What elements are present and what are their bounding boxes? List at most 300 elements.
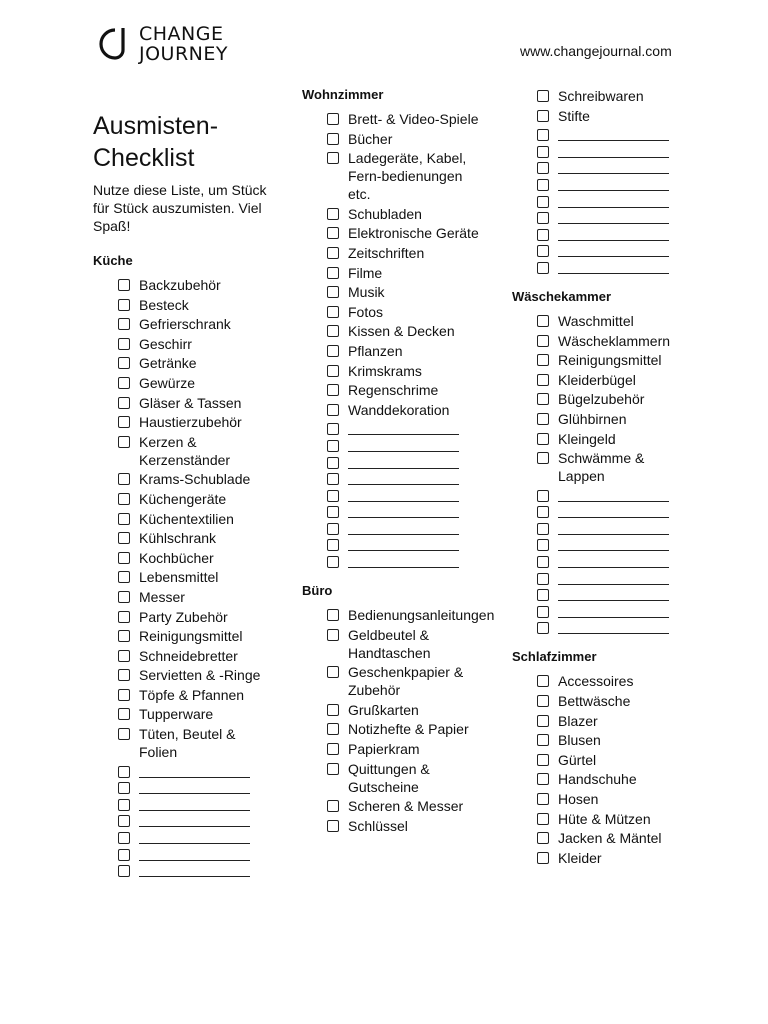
blank-checklist-item[interactable] [537,242,692,257]
checkbox[interactable] [537,162,549,174]
checklist-item[interactable] [327,205,482,223]
checkbox[interactable] [537,433,549,445]
checkbox[interactable] [118,815,130,827]
checkbox[interactable] [537,539,549,551]
write-in-line[interactable] [558,126,669,141]
blank-checklist-item[interactable] [537,209,692,224]
write-in-line[interactable] [558,176,669,191]
checklist-item[interactable] [327,701,482,719]
blank-checklist-item[interactable] [537,226,692,241]
checklist-item[interactable] [327,149,482,203]
checklist-item-label: Papierkram [348,741,420,758]
blank-checklist-item[interactable] [327,503,482,518]
checkbox[interactable] [327,743,339,755]
checkbox[interactable] [537,245,549,257]
checklist-item-label: Accessoires [558,673,634,690]
checklist-item[interactable] [327,130,482,148]
checklist-item[interactable] [118,354,273,372]
checkbox[interactable] [327,490,339,502]
checklist-item[interactable] [118,490,273,508]
checklist-buero [302,606,495,835]
checklist-item[interactable] [537,87,692,105]
checklist-item[interactable] [327,322,482,340]
write-in-line[interactable] [558,536,669,551]
checkbox[interactable] [537,179,549,191]
checklist-item-label: Fotos [348,303,384,320]
checklist-item[interactable] [537,810,692,828]
write-in-line[interactable] [348,487,459,502]
write-in-line[interactable] [558,259,669,274]
checkbox[interactable] [327,345,339,357]
checkbox[interactable] [118,669,130,681]
write-in-line[interactable] [139,796,250,811]
checkbox[interactable] [537,490,549,502]
write-in-line[interactable] [558,603,669,618]
checklist-item-label: Schlüssel [348,817,408,834]
checkbox[interactable] [537,573,549,585]
blank-checklist-item[interactable] [118,862,273,877]
checklist-item-label: Besteck [139,296,189,313]
checkbox[interactable] [537,793,549,805]
checkbox[interactable] [327,666,339,678]
blank-checklist-item[interactable] [537,570,692,585]
checklist-waeschekammer [512,312,692,635]
blank-checklist-item[interactable] [537,193,692,208]
checklist-item-label: Zeitschriften [348,244,425,261]
checkbox[interactable] [537,715,549,727]
section-buero-continued [512,87,692,274]
write-in-line[interactable] [139,779,250,794]
checklist-item[interactable] [327,797,482,815]
checklist-item-label: Brett- & Video-Spiele [348,111,479,127]
blank-checklist-item[interactable] [327,470,482,485]
blank-checklist-item[interactable] [327,437,482,452]
checkbox[interactable] [537,146,549,158]
checklist-item[interactable] [118,470,273,488]
checklist-item[interactable] [537,390,692,408]
blank-checklist-item[interactable] [327,420,482,435]
checklist-buero-continued [512,87,692,274]
checkbox[interactable] [118,766,130,778]
checkbox[interactable] [537,589,549,601]
blank-checklist-item[interactable] [118,779,273,794]
blank-checklist-item[interactable] [118,846,273,861]
checkbox[interactable] [118,416,130,428]
checklist-item[interactable] [118,433,273,469]
checkbox[interactable] [118,728,130,740]
checkbox[interactable] [537,506,549,518]
write-in-line[interactable] [348,503,459,518]
checklist-item[interactable] [327,740,482,758]
checkbox[interactable] [327,506,339,518]
checklist-item-label: Küchengeräte [139,490,227,507]
checklist-item[interactable] [327,720,482,738]
checklist-item[interactable] [327,224,482,242]
checklist-kueche [93,276,273,877]
intro-text: Nutze diese Liste, um Stück für Stück auszumisten. Viel Spaß! [93,182,267,234]
checklist-item[interactable] [118,374,273,392]
checkbox[interactable] [537,734,549,746]
checklist-item[interactable] [118,588,273,606]
checkbox[interactable] [537,852,549,864]
checklist-item[interactable] [537,712,692,730]
checkbox[interactable] [327,208,339,220]
checkbox[interactable] [118,532,130,544]
blank-checklist-item[interactable] [537,159,692,174]
write-in-line[interactable] [558,226,669,241]
checklist-item-label: Hüte & Mützen [558,810,651,827]
blank-checklist-item[interactable] [537,536,692,551]
blank-checklist-item[interactable] [118,763,273,778]
section-heading-wohnzimmer: Wohnzimmer [302,87,384,102]
write-in-line[interactable] [348,470,459,485]
checklist-item[interactable] [537,751,692,769]
section-heading-buero: Büro [302,583,333,599]
checkbox[interactable] [537,773,549,785]
blank-checklist-item[interactable] [118,812,273,827]
checklist-item[interactable] [537,351,692,369]
checkbox[interactable] [327,306,339,318]
checkbox[interactable] [327,539,339,551]
checklist-item-label: Schubladen [348,205,422,222]
checkbox[interactable] [118,630,130,642]
checklist-item-label: Blusen [558,732,601,749]
checkbox[interactable] [118,357,130,369]
checkbox[interactable] [537,754,549,766]
checkbox[interactable] [327,423,339,435]
checkbox[interactable] [537,606,549,618]
blank-checklist-item[interactable] [118,796,273,811]
checklist-item-label: Reinigungsmittel [558,352,662,369]
checkbox[interactable] [537,335,549,347]
checkbox[interactable] [327,325,339,337]
checklist-item[interactable] [327,381,482,399]
checkbox[interactable] [118,513,130,525]
checkbox[interactable] [327,152,339,164]
checklist-item[interactable] [118,627,273,645]
write-in-line[interactable] [558,503,669,518]
write-in-line[interactable] [558,570,669,585]
checklist-item-label: Reinigungsmittel [139,628,243,645]
checkbox[interactable] [118,650,130,662]
blank-checklist-item[interactable] [537,603,692,618]
blank-checklist-item[interactable] [537,586,692,601]
checklist-item[interactable] [118,608,273,626]
checklist-item-label: Gürtel [558,751,597,768]
checklist-item[interactable] [327,264,482,282]
checkbox[interactable] [118,377,130,389]
checklist-item[interactable] [327,663,482,699]
checkbox[interactable] [537,90,549,102]
logo-line-1: CHANGE [139,23,224,45]
checklist-item-label: Kleiderbügel [558,371,636,388]
checkbox[interactable] [118,591,130,603]
blank-checklist-item[interactable] [537,520,692,535]
checkbox[interactable] [327,457,339,469]
blank-checklist-item[interactable] [537,259,692,274]
checkbox[interactable] [537,315,549,327]
blank-checklist-item[interactable] [327,487,482,502]
write-in-line[interactable] [558,242,669,257]
checklist-item[interactable] [327,303,482,321]
blank-checklist-item[interactable] [327,520,482,535]
checkbox[interactable] [537,413,549,425]
checklist-item-label: Scheren & Messer [348,798,464,815]
checkbox[interactable] [118,473,130,485]
write-in-line[interactable] [558,487,669,502]
write-in-line[interactable] [558,553,669,568]
checkbox[interactable] [327,286,339,298]
checklist-item[interactable] [118,686,273,704]
checklist-item-label: Gewürze [139,374,196,391]
checkbox[interactable] [327,763,339,775]
write-in-line[interactable] [558,209,669,224]
checkbox[interactable] [327,267,339,279]
checkbox[interactable] [327,404,339,416]
checkbox[interactable] [327,820,339,832]
write-in-line[interactable] [558,520,669,535]
logo-line-2: JOURNEY [139,43,228,65]
checklist-item[interactable] [118,705,273,723]
checklist-item-label: Backzubehör [139,277,221,293]
blank-checklist-item[interactable] [327,536,482,551]
write-in-line[interactable] [139,812,250,827]
write-in-line[interactable] [348,553,459,568]
checklist-item-label: Bedienungsanleitungen [348,607,495,624]
checkbox[interactable] [327,473,339,485]
checklist-item-label: Glühbirnen [558,410,627,427]
checkbox[interactable] [327,133,339,145]
checklist-item-label: Küchentextilien [139,510,234,527]
checklist-item[interactable] [118,725,273,761]
checklist-item-label: Geschenkpapier & Zubehör [348,664,464,699]
column-1 [93,252,273,879]
checklist-item[interactable] [537,849,692,867]
checkbox[interactable] [327,556,339,568]
write-in-line[interactable] [348,536,459,551]
checklist-item[interactable] [327,760,482,796]
checkbox[interactable] [537,452,549,464]
checkbox[interactable] [118,689,130,701]
checkbox[interactable] [327,629,339,641]
checklist-item[interactable] [327,244,482,262]
checkbox[interactable] [118,318,130,330]
checklist-item[interactable] [118,335,273,353]
checklist-item-label: Filme [348,264,383,281]
checkbox[interactable] [537,229,549,241]
checklist-item-label: Töpfe & Pfannen [139,686,245,703]
blank-checklist-item[interactable] [537,126,692,141]
checkbox[interactable] [537,354,549,366]
logo-wordmark [139,24,228,64]
checklist-item-label: Kleingeld [558,430,616,447]
section-buero [302,582,495,835]
checklist-item-label: Waschmittel [558,312,634,329]
checklist-item[interactable] [537,430,692,448]
checklist-item[interactable] [118,666,273,684]
checkbox[interactable] [118,571,130,583]
checklist-item-label: Pflanzen [348,342,403,359]
checklist-schlafzimmer [512,672,692,866]
checklist-item-label: Kerzen & Kerzenständer [139,433,231,468]
write-in-line[interactable] [348,437,459,452]
checklist-item[interactable] [327,626,482,662]
checkbox[interactable] [118,279,130,291]
checkbox[interactable] [118,708,130,720]
checklist-item-label: Schwämme & Lappen [558,450,645,485]
checkbox[interactable] [327,384,339,396]
checklist-item[interactable] [537,731,692,749]
checklist-item[interactable] [118,529,273,547]
checklist-item-label: Kissen & Decken [348,323,455,340]
blank-checklist-item[interactable] [537,503,692,518]
checklist-item[interactable] [327,817,482,835]
checklist-item-label: Geldbeutel & Handtaschen [348,626,431,661]
checklist-item-label: Blazer [558,712,598,729]
checkbox[interactable] [537,622,549,634]
write-in-line[interactable] [139,846,250,861]
column-3 [512,87,692,868]
checklist-item-label: Tüten, Beutel & Folien [139,726,236,761]
checkbox[interactable] [537,374,549,386]
checklist-item[interactable] [118,413,273,431]
checklist-item[interactable] [327,342,482,360]
checklist-item-label: Bettwäsche [558,693,631,710]
checkbox[interactable] [537,695,549,707]
checkbox[interactable] [537,523,549,535]
checklist-item-label: Quittungen & Gutscheine [348,760,430,795]
checkbox[interactable] [537,262,549,274]
checklist-item-label: Kühlschrank [139,530,217,547]
write-in-line[interactable] [558,159,669,174]
write-in-line[interactable] [139,763,250,778]
checklist-item[interactable] [537,312,692,330]
blank-checklist-item[interactable] [118,829,273,844]
checklist-item[interactable] [537,332,692,350]
checkbox[interactable] [537,110,549,122]
checklist-item-label: Jacken & Mäntel [558,830,662,847]
checkbox[interactable] [537,196,549,208]
checkbox[interactable] [537,556,549,568]
checklist-item-label: Messer [139,588,185,605]
checkbox[interactable] [327,365,339,377]
checkbox[interactable] [118,799,130,811]
checklist-item-label: Grußkarten [348,701,419,718]
write-in-line[interactable] [558,619,669,634]
checklist-item-label: Wäscheklammern [558,332,671,349]
write-in-line[interactable] [558,143,669,158]
blank-checklist-item[interactable] [537,143,692,158]
checklist-item[interactable] [537,829,692,847]
checkbox[interactable] [118,493,130,505]
write-in-line[interactable] [558,586,669,601]
blank-checklist-item[interactable] [537,176,692,191]
checklist-item[interactable] [118,510,273,528]
checkbox[interactable] [327,440,339,452]
checkbox[interactable] [537,212,549,224]
checkbox[interactable] [118,299,130,311]
checklist-item[interactable] [537,107,692,125]
checklist-item-label: Notizhefte & Papier [348,721,469,738]
checklist-item[interactable] [537,449,692,485]
write-in-line[interactable] [348,454,459,469]
write-in-line[interactable] [348,520,459,535]
checkbox[interactable] [327,227,339,239]
blank-checklist-item[interactable] [327,553,482,568]
checklist-item[interactable] [118,315,273,333]
checklist-item-label: Bücher [348,130,393,147]
checkbox[interactable] [118,832,130,844]
checkbox[interactable] [118,611,130,623]
write-in-line[interactable] [139,829,250,844]
checklist-item[interactable] [537,790,692,808]
checklist-item-label: Elektronische Geräte [348,225,479,242]
checklist-item-label: Wanddekoration [348,401,450,418]
checkbox[interactable] [327,704,339,716]
checklist-item[interactable] [327,606,495,624]
checkbox[interactable] [118,782,130,794]
checklist-item-label: Haustierzubehör [139,414,242,431]
section-wohnzimmer [302,86,482,568]
write-in-line[interactable] [348,420,459,435]
checkbox[interactable] [537,675,549,687]
checklist-item-label: Krimskrams [348,362,422,379]
checklist-item[interactable] [537,371,692,389]
checklist-item[interactable] [118,549,273,567]
checklist-item[interactable] [118,296,273,314]
checklist-item[interactable] [537,410,692,428]
checkbox[interactable] [537,813,549,825]
checkbox[interactable] [327,609,339,621]
checklist-item[interactable] [118,568,273,586]
checkbox[interactable] [118,436,130,448]
blank-checklist-item[interactable] [537,553,692,568]
checklist-item[interactable] [327,110,482,128]
checklist-item[interactable] [537,770,692,788]
checklist-item[interactable] [537,672,692,690]
checkbox[interactable] [327,800,339,812]
checkbox[interactable] [327,113,339,125]
checklist-item[interactable] [327,283,482,301]
checkbox[interactable] [118,849,130,861]
checklist-item-label: Hosen [558,791,599,807]
checklist-item[interactable] [118,394,273,412]
checkbox[interactable] [537,393,549,405]
checkbox[interactable] [118,865,130,877]
checkbox[interactable] [118,552,130,564]
checkbox[interactable] [327,247,339,259]
checkbox[interactable] [327,523,339,535]
checklist-item-label: Schreibwaren [558,88,644,104]
checklist-item[interactable] [537,692,692,710]
checklist-item[interactable] [118,647,273,665]
checkbox[interactable] [118,397,130,409]
blank-checklist-item[interactable] [537,619,692,634]
checklist-item[interactable] [118,276,273,294]
checkbox[interactable] [327,723,339,735]
checklist-item-label: Getränke [139,355,197,372]
checkbox[interactable] [537,129,549,141]
blank-checklist-item[interactable] [537,487,692,502]
write-in-line[interactable] [558,193,669,208]
checklist-item[interactable] [327,401,482,419]
write-in-line[interactable] [139,862,250,877]
checkbox[interactable] [537,832,549,844]
checkbox[interactable] [118,338,130,350]
blank-checklist-item[interactable] [327,454,482,469]
checklist-item[interactable] [327,362,482,380]
checklist-item-label: Kochbücher [139,549,214,566]
